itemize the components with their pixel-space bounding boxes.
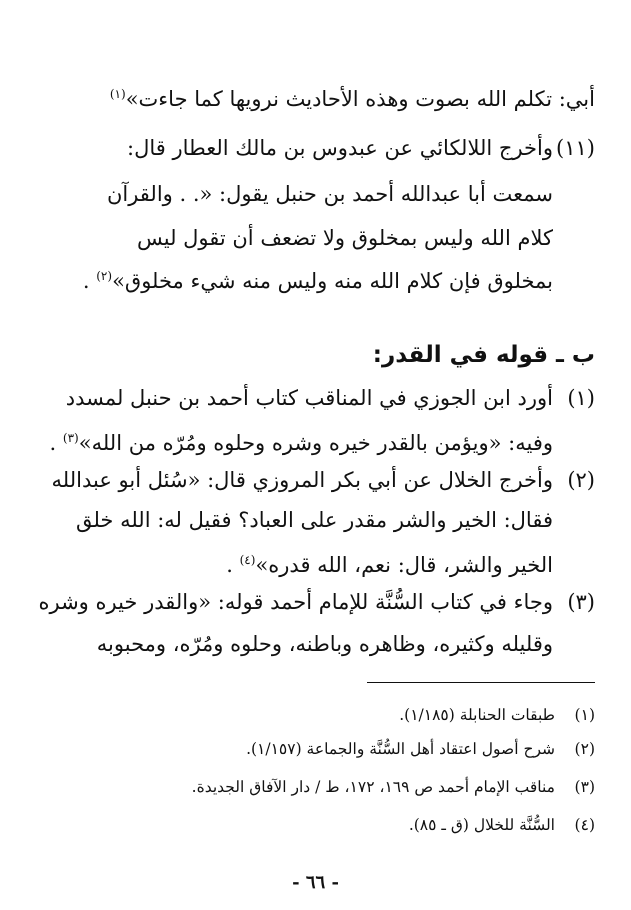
paragraph-line: وأخرج اللالكائي عن عبدوس بن مالك العطار قال: — [127, 136, 553, 160]
footnote — [36, 776, 595, 798]
footnote-number: (٣) — [574, 778, 595, 796]
footnote-separator — [367, 682, 595, 683]
item-number: (٢) — [567, 468, 595, 492]
item-number: (١١) — [556, 136, 595, 160]
paragraph-text: وفيه: «ويؤمن بالقدر خيره وشره وحلوه ومُرّه من الله» — [78, 431, 553, 455]
footnote-text: السُّنَّة للخلال (ق ـ ٨٥). — [408, 816, 555, 834]
paragraph-line: أورد ابن الجوزي في المناقب كتاب أحمد بن حنبل لمسدد — [65, 386, 553, 410]
footnote-text: طبقات الحنابلة (١/١٨٥). — [399, 706, 555, 724]
punctuation: . — [82, 269, 90, 293]
paragraph-line — [36, 424, 553, 457]
footnote-ref: (٢) — [96, 269, 113, 283]
footnote-ref: (٣) — [62, 431, 79, 445]
footnote — [36, 814, 595, 836]
footnote-text: مناقب الإمام أحمد ص ١٦٩، ١٧٢، ط / دار الآفاق الجديدة. — [191, 778, 555, 796]
paragraph-line: كلام الله وليس بمخلوق ولا تضعف أن تقول ليس — [136, 226, 553, 250]
page-number: - ٦٦ - — [292, 872, 339, 893]
section-heading: ب ـ قوله في القدر: — [372, 342, 595, 368]
paragraph-line — [36, 546, 553, 579]
footnote-ref: (١) — [109, 87, 126, 101]
footnote — [36, 704, 595, 726]
paragraph-line: وجاء في كتاب السُّنَّة للإمام أحمد قوله: «والقدر خيره وشره — [38, 590, 553, 614]
item-number: (١) — [567, 386, 595, 410]
footnote-number: (١) — [574, 706, 595, 724]
punctuation: . — [226, 553, 233, 577]
paragraph-text: الخير والشر، قال: نعم، الله قدره» — [255, 553, 553, 577]
item-number: (٣) — [567, 590, 595, 614]
footnote-text: شرح أصول اعتقاد أهل السُّنَّة والجماعة (١/١٥٧). — [246, 740, 555, 758]
paragraph-line: فقال: الخير والشر مقدر على العباد؟ فقيل له: الله خلق — [75, 508, 553, 532]
continuation-text: أبي: تكلم الله بصوت وهذه الأحاديث نرويها كما جاءت» — [125, 87, 595, 111]
footnote-number: (٢) — [574, 740, 595, 758]
footnote — [36, 738, 595, 760]
paragraph-line: وأخرج الخلال عن أبي بكر المروزي قال: «سُئل أبو عبدالله — [51, 468, 553, 492]
paragraph-line: سمعت أبا عبدالله أحمد بن حنبل يقول: «. . والقرآن — [106, 182, 553, 206]
paragraph-line: وقليله وكثيره، وظاهره وباطنه، وحلوه ومُرّه، ومحبوبه — [96, 632, 553, 656]
paragraph-text: بمخلوق فإن كلام الله منه وليس منه شيء مخلوق» — [112, 269, 553, 293]
continuation-line — [36, 80, 595, 113]
paragraph-line — [36, 262, 553, 295]
punctuation: . — [49, 431, 57, 455]
footnote-ref: (٤) — [239, 553, 256, 567]
footnote-number: (٤) — [574, 816, 595, 834]
